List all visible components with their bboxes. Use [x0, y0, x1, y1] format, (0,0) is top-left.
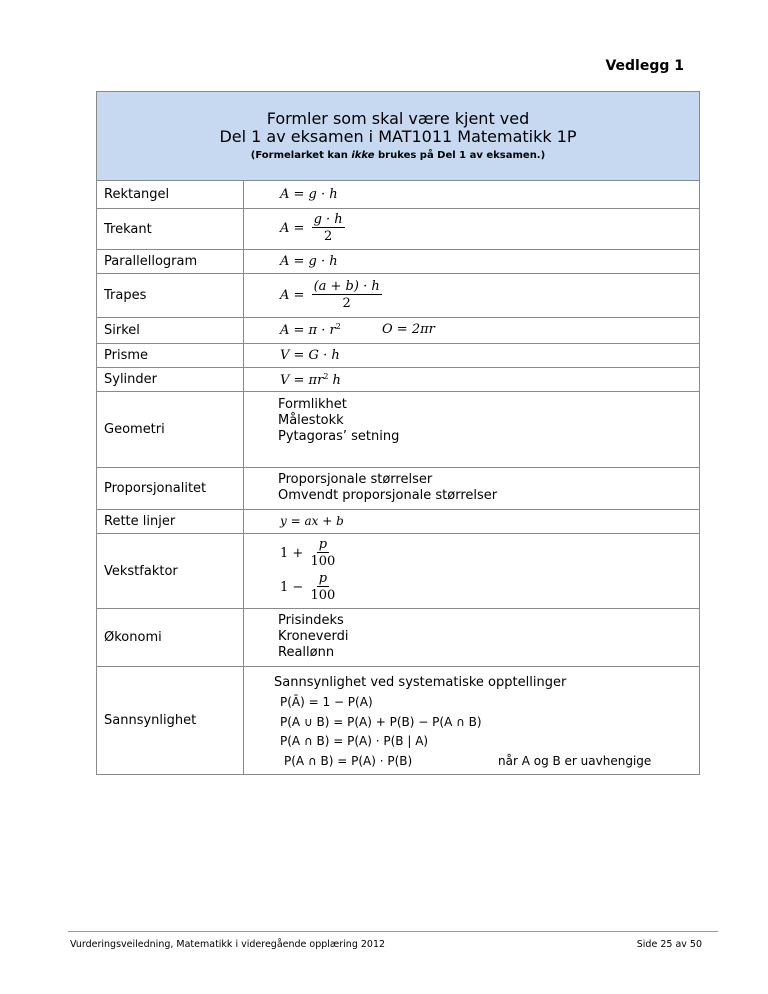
list-item: Reallønn [278, 645, 335, 660]
area-formula: $A = \pi \cdot r^2$ [280, 322, 341, 338]
concept-list [278, 397, 399, 445]
row-label: Sannsynlighet [97, 667, 244, 774]
complement-formula: P(Ā) = 1 − P(A) [280, 695, 373, 709]
row-label: Rette linjer [97, 510, 244, 533]
row-label: Proporsjonalitet [97, 468, 244, 509]
footer-divider [68, 931, 718, 932]
independent-formula: P(A ∩ B) = P(A) · P(B) [284, 754, 413, 768]
list-item: Proporsjonale størrelser [278, 472, 433, 487]
row-rektangel [97, 181, 699, 209]
independent-note: når A og B er uavhengige [498, 754, 652, 768]
union-formula: P(A ∪ B) = P(A) + P(B) − P(A ∩ B) [280, 715, 482, 729]
sheet-title-line2: Del 1 av eksamen i MAT1011 Matematikk 1P [219, 127, 577, 146]
row-label: Prisme [97, 344, 244, 367]
list-item: Pytagoras’ setning [278, 429, 400, 444]
circumference-formula: O = 2πr [382, 322, 435, 337]
row-label: Geometri [97, 392, 244, 467]
row-parallellogram [97, 250, 699, 274]
formula-sheet-header [97, 92, 699, 181]
formula: A = $\frac{(a + b) \cdot h}{2}$ [280, 279, 380, 311]
row-sannsynlighet [97, 667, 699, 774]
row-label: Parallellogram [97, 250, 244, 273]
row-sirkel [97, 318, 699, 344]
formula: y = ax + b [280, 514, 344, 528]
row-okonomi [97, 609, 699, 667]
row-label: Trekant [97, 209, 244, 249]
list-item: Omvendt proporsjonale størrelser [278, 488, 498, 503]
growth-factor-decrease: 1 − $\frac{p}{100}$ [280, 571, 336, 603]
row-prisme [97, 344, 699, 368]
row-proporsjonalitet [97, 468, 699, 510]
list-item: Målestokk [278, 413, 344, 428]
sheet-note: (Formelarket kan ikke brukes på Del 1 av eksamen.) [250, 150, 546, 161]
formula: V = G · h [280, 348, 340, 363]
formula: $V = \pi r^2$ h [280, 372, 341, 388]
row-trekant [97, 209, 699, 250]
conditional-formula: P(A ∩ B) = P(A) · P(B | A) [280, 734, 429, 748]
row-label: Sirkel [97, 318, 244, 343]
list-item: Formlikhet [278, 397, 347, 412]
row-sylinder [97, 368, 699, 392]
formula: A = g · h [280, 187, 338, 202]
list-item: Prisindeks [278, 613, 344, 628]
sheet-title-line1: Formler som skal være kjent ved [266, 109, 530, 128]
footer-page-number: Side 25 av 50 [636, 939, 702, 950]
probability-heading: Sannsynlighet ved systematiske opptellinger [274, 675, 567, 690]
appendix-label: Vedlegg 1 [605, 58, 684, 74]
list-item: Kroneverdi [278, 629, 349, 644]
row-vekstfaktor [97, 534, 699, 609]
row-label: Vekstfaktor [97, 534, 244, 608]
formula: A = g · h [280, 254, 338, 269]
concept-list [278, 613, 348, 661]
row-label: Rektangel [97, 181, 244, 208]
row-label: Økonomi [97, 609, 244, 666]
footer-document-title: Vurderingsveiledning, Matematikk i videregående opplæring 2012 [70, 939, 386, 950]
growth-factor-increase: 1 + $\frac{p}{100}$ [280, 537, 336, 569]
row-label: Trapes [97, 274, 244, 317]
row-rette-linjer [97, 510, 699, 534]
row-label: Sylinder [97, 368, 244, 391]
formula: A = $\frac{g \cdot h}{2}$ [280, 212, 343, 244]
formula-sheet [96, 91, 700, 775]
row-trapes [97, 274, 699, 318]
row-geometri [97, 392, 699, 468]
concept-list [278, 472, 497, 504]
